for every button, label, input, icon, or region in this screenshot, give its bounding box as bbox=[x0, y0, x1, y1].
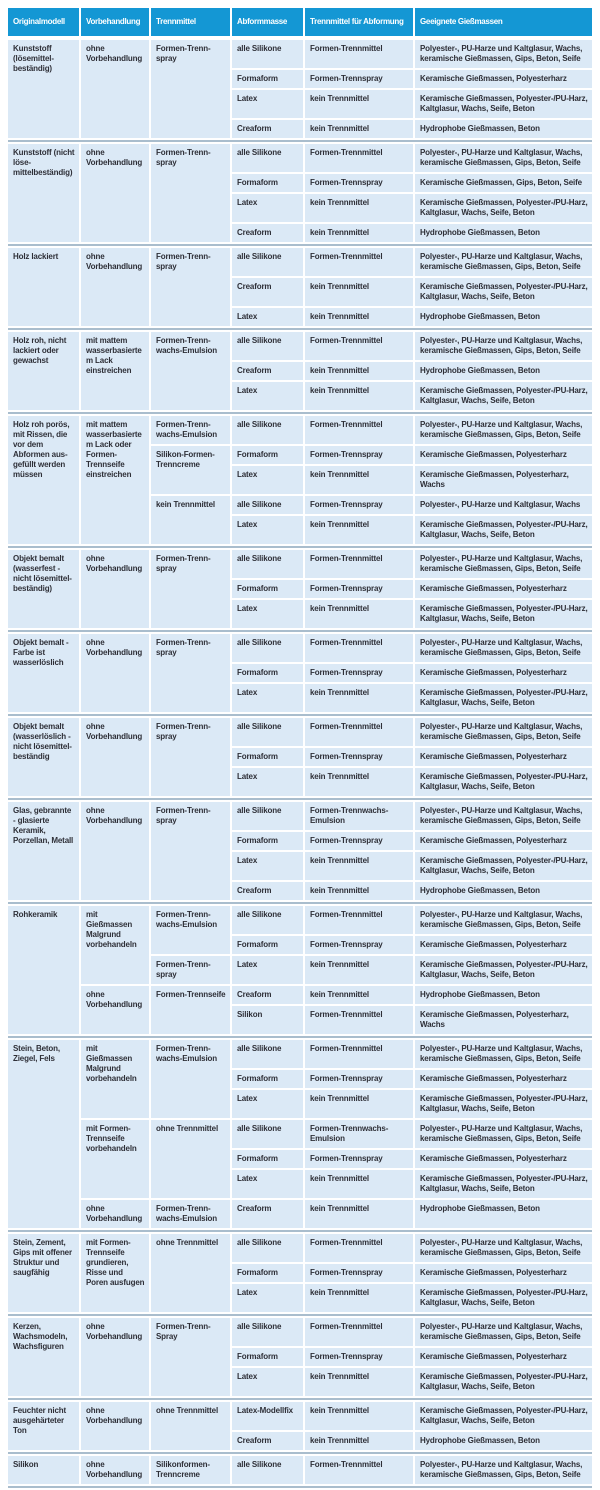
giessmassen-cell: Keramische Gießmassen, Polyesterharz bbox=[415, 580, 592, 598]
vorbehandlung-cell: ohne Vorbehandlung bbox=[81, 634, 149, 712]
vorbehandlung-cell: ohne Vorbehandlung bbox=[81, 1402, 149, 1450]
giessmassen-cell: Keramische Gießmassen, Polyester-/PU-Harz, Kaltglasur, Wachs, Seife, Beton bbox=[415, 1402, 592, 1430]
table-group-1 bbox=[8, 40, 592, 138]
giessmassen-cell: Keramische Gießmassen, Polyesterharz bbox=[415, 70, 592, 88]
abformmasse-cell: alle Silikone bbox=[232, 1234, 303, 1262]
table-group-11 bbox=[8, 1040, 592, 1228]
giessmassen-cell: Polyester-, PU-Harze und Kaltglasur, Wachs, keramische Gießmassen, Gips, Beton, Seife bbox=[415, 1120, 592, 1148]
originalmodell-cell: Holz roh porös, mit Rissen, die vor dem Abformen aus-gefüllt werden müssen bbox=[8, 416, 79, 544]
trennmittel-cell: Formen-Trenn-spray bbox=[151, 802, 230, 900]
trennmittel-abformung-cell: Formen-Trennspray bbox=[305, 748, 413, 766]
giessmassen-cell: Keramische Gießmassen, Polyester-/PU-Harz, Kaltglasur, Wachs, Seife, Beton bbox=[415, 768, 592, 796]
originalmodell-cell: Objekt bemalt - Farbe ist wasserlöslich bbox=[8, 634, 79, 712]
vorbehandlung-cell: mit Formen-Trennseife grundieren, Risse und Poren ausfugen bbox=[81, 1234, 149, 1312]
trennmittel-abformung-cell: Formen-Trennspray bbox=[305, 1150, 413, 1168]
trennmittel-abformung-cell: kein Trennmittel bbox=[305, 516, 413, 544]
trennmittel-abformung-cell: Formen-Trennmittel bbox=[305, 634, 413, 662]
trennmittel-abformung-cell: kein Trennmittel bbox=[305, 278, 413, 306]
abformmasse-cell: Creaform bbox=[232, 278, 303, 306]
trennmittel-abformung-cell: kein Trennmittel bbox=[305, 194, 413, 222]
table-group-9 bbox=[8, 802, 592, 900]
group-divider bbox=[8, 714, 592, 716]
trennmittel-abformung-cell: Formen-Trennspray bbox=[305, 580, 413, 598]
abformmasse-cell: alle Silikone bbox=[232, 144, 303, 172]
table-group-7 bbox=[8, 634, 592, 712]
group-divider bbox=[8, 1452, 592, 1454]
abformmasse-cell: alle Silikone bbox=[232, 496, 303, 514]
trennmittel-abformung-cell: Formen-Trennspray bbox=[305, 70, 413, 88]
abformmasse-cell: Creaform bbox=[232, 362, 303, 380]
originalmodell-cell: Holz lackiert bbox=[8, 248, 79, 326]
giessmassen-cell: Keramische Gießmassen, Polyesterharz bbox=[415, 1264, 592, 1282]
trennmittel-abformung-cell: Formen-Trennspray bbox=[305, 1348, 413, 1366]
vorbehandlung-cell: ohne Vorbehandlung bbox=[81, 40, 149, 138]
trennmittel-cell: Formen-Trenn-spray bbox=[151, 144, 230, 242]
originalmodell-cell: Objekt bemalt (wasserlöslich - nicht lösemittel-beständig bbox=[8, 718, 79, 796]
giessmassen-cell: Keramische Gießmassen, Polyesterharz bbox=[415, 446, 592, 464]
trennmittel-abformung-cell: Formen-Trennwachs-Emulsion bbox=[305, 1120, 413, 1148]
trennmittel-cell: ohne Trennmittel bbox=[151, 1234, 230, 1312]
table-header-row bbox=[8, 8, 592, 36]
abformmasse-cell: Latex-Modellfix bbox=[232, 1402, 303, 1430]
trennmittel-abformung-cell: kein Trennmittel bbox=[305, 1432, 413, 1450]
trennmittel-cell: Formen-Trenn-wachs-Emulsion bbox=[151, 1040, 230, 1118]
abformmasse-cell: Creaform bbox=[232, 1432, 303, 1450]
abformmasse-cell: alle Silikone bbox=[232, 332, 303, 360]
trennmittel-cell: Silikon-Formen-Trenncreme bbox=[151, 446, 230, 494]
table-group-15 bbox=[8, 1456, 592, 1484]
abformmasse-cell: Latex bbox=[232, 1368, 303, 1396]
abformmasse-cell: Formaform bbox=[232, 446, 303, 464]
vorbehandlung-cell: ohne Vorbehandlung bbox=[81, 1318, 149, 1396]
table-group-5 bbox=[8, 416, 592, 544]
giessmassen-cell: Polyester-, PU-Harze und Kaltglasur, Wachs, keramische Gießmassen, Gips, Beton, Seife bbox=[415, 1040, 592, 1068]
trennmittel-abformung-cell: kein Trennmittel bbox=[305, 986, 413, 1004]
trennmittel-abformung-cell: kein Trennmittel bbox=[305, 120, 413, 138]
abformmasse-cell: Latex bbox=[232, 768, 303, 796]
vorbehandlung-cell: ohne Vorbehandlung bbox=[81, 1200, 149, 1228]
abformmasse-cell: Creaform bbox=[232, 986, 303, 1004]
abformmasse-cell: alle Silikone bbox=[232, 1040, 303, 1068]
trennmittel-abformung-cell: Formen-Trennspray bbox=[305, 1070, 413, 1088]
giessmassen-cell: Keramische Gießmassen, Polyester-/PU-Harz, Kaltglasur, Wachs, Seife, Beton bbox=[415, 600, 592, 628]
abformmasse-cell: alle Silikone bbox=[232, 906, 303, 934]
trennmittel-abformung-cell: kein Trennmittel bbox=[305, 1284, 413, 1312]
group-divider bbox=[8, 412, 592, 414]
abformmasse-cell: Latex bbox=[232, 1090, 303, 1118]
trennmittel-abformung-cell: kein Trennmittel bbox=[305, 1170, 413, 1198]
trennmittel-cell: Formen-Trenn-wachs-Emulsion bbox=[151, 332, 230, 410]
abformmasse-cell: Formaform bbox=[232, 1264, 303, 1282]
originalmodell-cell: Stein, Zement, Gips mit offener Struktur und saugfähig bbox=[8, 1234, 79, 1312]
group-divider bbox=[8, 244, 592, 246]
giessmassen-cell: Keramische Gießmassen, Polyester-/PU-Harz, Kaltglasur, Wachs, Seife, Beton bbox=[415, 90, 592, 118]
trennmittel-abformung-cell: Formen-Trennspray bbox=[305, 496, 413, 514]
giessmassen-cell: Polyester-, PU-Harze und Kaltglasur, Wachs, keramische Gießmassen, Gips, Beton, Seife bbox=[415, 1456, 592, 1484]
giessmassen-cell: Keramische Gießmassen, Polyesterharz, Wachs bbox=[415, 1006, 592, 1034]
group-divider bbox=[8, 1486, 592, 1488]
vorbehandlung-cell: ohne Vorbehandlung bbox=[81, 550, 149, 628]
giessmassen-cell: Polyester-, PU-Harze und Kaltglasur, Wachs, keramische Gießmassen, Gips, Beton, Seife bbox=[415, 144, 592, 172]
column-header-6: Geeignete Gießmassen bbox=[415, 8, 592, 36]
abformmasse-cell: Latex bbox=[232, 194, 303, 222]
abformmasse-cell: Latex bbox=[232, 308, 303, 326]
abformmasse-cell: alle Silikone bbox=[232, 802, 303, 830]
originalmodell-cell: Objekt bemalt (wasserfest - nicht lösemittel-beständig) bbox=[8, 550, 79, 628]
giessmassen-cell: Keramische Gießmassen, Polyester-/PU-Harz, Kaltglasur, Wachs, Seife, Beton bbox=[415, 278, 592, 306]
originalmodell-cell: Kunststoff (nicht löse-mittelbeständig) bbox=[8, 144, 79, 242]
table-group-10 bbox=[8, 906, 592, 1034]
giessmassen-cell: Polyester-, PU-Harze und Kaltglasur, Wachs, keramische Gießmassen, Gips, Beton, Seife bbox=[415, 332, 592, 360]
column-header-2: Vorbehandlung bbox=[81, 8, 149, 36]
trennmittel-abformung-cell: Formen-Trennmittel bbox=[305, 40, 413, 68]
giessmassen-cell: Hydrophobe Gießmassen, Beton bbox=[415, 362, 592, 380]
trennmittel-cell: Formen-Trenn-spray bbox=[151, 718, 230, 796]
vorbehandlung-cell: ohne Vorbehandlung bbox=[81, 248, 149, 326]
originalmodell-cell: Kunststoff (lösemittel-beständig) bbox=[8, 40, 79, 138]
trennmittel-cell: ohne Trennmittel bbox=[151, 1402, 230, 1450]
vorbehandlung-cell: mit Gießmassen Malgrund vorbehandeln bbox=[81, 1040, 149, 1118]
giessmassen-cell: Keramische Gießmassen, Polyester-/PU-Harz, Kaltglasur, Wachs, Seife, Beton bbox=[415, 194, 592, 222]
abformmasse-cell: Creaform bbox=[232, 882, 303, 900]
giessmassen-cell: Hydrophobe Gießmassen, Beton bbox=[415, 986, 592, 1004]
group-divider bbox=[8, 1314, 592, 1316]
vorbehandlung-cell: ohne Vorbehandlung bbox=[81, 986, 149, 1034]
trennmittel-abformung-cell: kein Trennmittel bbox=[305, 362, 413, 380]
table-group-4 bbox=[8, 332, 592, 410]
trennmittel-abformung-cell: kein Trennmittel bbox=[305, 382, 413, 410]
trennmittel-abformung-cell: Formen-Trennwachs-Emulsion bbox=[305, 802, 413, 830]
table-group-12 bbox=[8, 1234, 592, 1312]
giessmassen-cell: Polyester-, PU-Harze und Kaltglasur, Wachs, keramische Gießmassen, Gips, Beton, Seife bbox=[415, 718, 592, 746]
giessmassen-cell: Polyester-, PU-Harze und Kaltglasur, Wachs, keramische Gießmassen, Gips, Beton, Seife bbox=[415, 634, 592, 662]
abformmasse-cell: Creaform bbox=[232, 1200, 303, 1228]
trennmittel-cell: Formen-Trenn-spray bbox=[151, 550, 230, 628]
abformmasse-cell: Latex bbox=[232, 1170, 303, 1198]
originalmodell-cell: Feuchter nicht ausgehärteter Ton bbox=[8, 1402, 79, 1450]
vorbehandlung-cell: mit Formen-Trennseife vorbehandeln bbox=[81, 1120, 149, 1198]
abformmasse-cell: Formaform bbox=[232, 936, 303, 954]
giessmassen-cell: Hydrophobe Gießmassen, Beton bbox=[415, 882, 592, 900]
abformmasse-cell: Latex bbox=[232, 90, 303, 118]
giessmassen-cell: Keramische Gießmassen, Polyester-/PU-Harz, Kaltglasur, Wachs, Seife, Beton bbox=[415, 956, 592, 984]
trennmittel-cell: Formen-Trenn-spray bbox=[151, 956, 230, 984]
giessmassen-cell: Polyester-, PU-Harze und Kaltglasur, Wachs, keramische Gießmassen, Gips, Beton, Seife bbox=[415, 802, 592, 830]
column-header-1: Originalmodell bbox=[8, 8, 79, 36]
vorbehandlung-cell: ohne Vorbehandlung bbox=[81, 718, 149, 796]
group-divider bbox=[8, 798, 592, 800]
group-divider bbox=[8, 1036, 592, 1038]
abformmasse-cell: alle Silikone bbox=[232, 1318, 303, 1346]
trennmittel-cell: Formen-Trenn-spray bbox=[151, 248, 230, 326]
table-group-14 bbox=[8, 1402, 592, 1450]
abformmasse-cell: alle Silikone bbox=[232, 1456, 303, 1484]
trennmittel-abformung-cell: kein Trennmittel bbox=[305, 600, 413, 628]
abformmasse-cell: Formaform bbox=[232, 1150, 303, 1168]
trennmittel-abformung-cell: Formen-Trennmittel bbox=[305, 1318, 413, 1346]
giessmassen-cell: Polyester-, PU-Harze und Kaltglasur, Wachs, keramische Gießmassen, Gips, Beton, Seife bbox=[415, 416, 592, 444]
trennmittel-abformung-cell: kein Trennmittel bbox=[305, 1402, 413, 1430]
abformmasse-cell: alle Silikone bbox=[232, 416, 303, 444]
abformmasse-cell: Formaform bbox=[232, 580, 303, 598]
column-header-3: Trennmittel bbox=[151, 8, 230, 36]
abformmasse-cell: Formaform bbox=[232, 174, 303, 192]
giessmassen-cell: Hydrophobe Gießmassen, Beton bbox=[415, 1200, 592, 1228]
trennmittel-cell: Formen-Trenn-Spray bbox=[151, 1318, 230, 1396]
table-group-2 bbox=[8, 144, 592, 242]
abformmasse-cell: Latex bbox=[232, 382, 303, 410]
group-divider bbox=[8, 546, 592, 548]
originalmodell-cell: Holz roh, nicht lackiert oder gewachst bbox=[8, 332, 79, 410]
abformmasse-cell: alle Silikone bbox=[232, 718, 303, 746]
table-group-6 bbox=[8, 550, 592, 628]
abformmasse-cell: Latex bbox=[232, 852, 303, 880]
abformmasse-cell: Latex bbox=[232, 684, 303, 712]
originalmodell-cell: Kerzen, Wachsmodeln, Wachsfiguren bbox=[8, 1318, 79, 1396]
originalmodell-cell: Glas, gebrannte - glasierte Keramik, Porzellan, Metall bbox=[8, 802, 79, 900]
giessmassen-cell: Keramische Gießmassen, Polyesterharz bbox=[415, 832, 592, 850]
abformmasse-cell: alle Silikone bbox=[232, 1120, 303, 1148]
trennmittel-abformung-cell: Formen-Trennspray bbox=[305, 174, 413, 192]
abformmasse-cell: Formaform bbox=[232, 70, 303, 88]
giessmassen-cell: Keramische Gießmassen, Polyester-/PU-Harz, Kaltglasur, Wachs, Seife, Beton bbox=[415, 852, 592, 880]
giessmassen-cell: Hydrophobe Gießmassen, Beton bbox=[415, 308, 592, 326]
trennmittel-abformung-cell: kein Trennmittel bbox=[305, 768, 413, 796]
trennmittel-abformung-cell: Formen-Trennspray bbox=[305, 664, 413, 682]
column-header-4: Abformmasse bbox=[232, 8, 303, 36]
giessmassen-cell: Hydrophobe Gießmassen, Beton bbox=[415, 224, 592, 242]
group-divider bbox=[8, 1230, 592, 1232]
giessmassen-cell: Keramische Gießmassen, Polyesterharz bbox=[415, 748, 592, 766]
abformmasse-cell: alle Silikone bbox=[232, 550, 303, 578]
vorbehandlung-cell: mit mattem wasserbasiertem Lack oder Formen-Trennseife einstreichen bbox=[81, 416, 149, 544]
trennmittel-abformung-cell: Formen-Trennmittel bbox=[305, 144, 413, 172]
trennmittel-cell: Formen-Trenn-spray bbox=[151, 40, 230, 138]
vorbehandlung-cell: ohne Vorbehandlung bbox=[81, 144, 149, 242]
trennmittel-cell: Silikonformen-Trenncreme bbox=[151, 1456, 230, 1484]
trennmittel-abformung-cell: kein Trennmittel bbox=[305, 882, 413, 900]
giessmassen-cell: Keramische Gießmassen, Polyester-/PU-Harz, Kaltglasur, Wachs, Seife, Beton bbox=[415, 516, 592, 544]
trennmittel-abformung-cell: Formen-Trennmittel bbox=[305, 1234, 413, 1262]
column-header-5: Trennmittel für Abformung bbox=[305, 8, 413, 36]
abformmasse-cell: Silikon bbox=[232, 1006, 303, 1034]
giessmassen-cell: Polyester-, PU-Harze und Kaltglasur, Wachs, keramische Gießmassen, Gips, Beton, Seife bbox=[415, 906, 592, 934]
trennmittel-abformung-cell: Formen-Trennmittel bbox=[305, 906, 413, 934]
giessmassen-cell: Keramische Gießmassen, Polyesterharz bbox=[415, 936, 592, 954]
trennmittel-abformung-cell: Formen-Trennmittel bbox=[305, 718, 413, 746]
trennmittel-abformung-cell: kein Trennmittel bbox=[305, 684, 413, 712]
giessmassen-cell: Hydrophobe Gießmassen, Beton bbox=[415, 120, 592, 138]
trennmittel-abformung-cell: Formen-Trennmittel bbox=[305, 1456, 413, 1484]
abformmasse-cell: Latex bbox=[232, 466, 303, 494]
trennmittel-cell: Formen-Trennseife bbox=[151, 986, 230, 1034]
abformmasse-cell: Formaform bbox=[232, 1070, 303, 1088]
group-divider bbox=[8, 902, 592, 904]
abformmasse-cell: Formaform bbox=[232, 1348, 303, 1366]
giessmassen-cell: Keramische Gießmassen, Polyesterharz, Wachs bbox=[415, 466, 592, 494]
trennmittel-abformung-cell: kein Trennmittel bbox=[305, 90, 413, 118]
trennmittel-abformung-cell: Formen-Trennmittel bbox=[305, 248, 413, 276]
vorbehandlung-cell: ohne Vorbehandlung bbox=[81, 802, 149, 900]
trennmittel-cell: kein Trennmittel bbox=[151, 496, 230, 544]
trennmittel-abformung-cell: kein Trennmittel bbox=[305, 1200, 413, 1228]
abformmasse-cell: Latex bbox=[232, 956, 303, 984]
trennmittel-abformung-cell: Formen-Trennmittel bbox=[305, 1006, 413, 1034]
giessmassen-cell: Keramische Gießmassen, Polyesterharz bbox=[415, 1150, 592, 1168]
giessmassen-cell: Keramische Gießmassen, Polyester-/PU-Harz, Kaltglasur, Wachs, Seife, Beton bbox=[415, 1368, 592, 1396]
trennmittel-abformung-cell: kein Trennmittel bbox=[305, 224, 413, 242]
abformmasse-cell: Latex bbox=[232, 600, 303, 628]
abformmasse-cell: Latex bbox=[232, 516, 303, 544]
trennmittel-abformung-cell: Formen-Trennspray bbox=[305, 936, 413, 954]
trennmittel-abformung-cell: kein Trennmittel bbox=[305, 466, 413, 494]
trennmittel-abformung-cell: kein Trennmittel bbox=[305, 1090, 413, 1118]
table-group-8 bbox=[8, 718, 592, 796]
trennmittel-abformung-cell: Formen-Trennspray bbox=[305, 832, 413, 850]
giessmassen-cell: Keramische Gießmassen, Polyesterharz bbox=[415, 664, 592, 682]
molding-compatibility-table bbox=[8, 8, 592, 1488]
giessmassen-cell: Polyester-, PU-Harze und Kaltglasur, Wachs, keramische Gießmassen, Gips, Beton, Seife bbox=[415, 550, 592, 578]
trennmittel-cell: Formen-Trenn-wachs-Emulsion bbox=[151, 1200, 230, 1228]
group-divider bbox=[8, 1398, 592, 1400]
group-divider bbox=[8, 630, 592, 632]
giessmassen-cell: Keramische Gießmassen, Polyester-/PU-Harz, Kaltglasur, Wachs, Seife, Beton bbox=[415, 684, 592, 712]
giessmassen-cell: Polyester-, PU-Harze und Kaltglasur, Wachs, keramische Gießmassen, Gips, Beton, Seife bbox=[415, 248, 592, 276]
abformmasse-cell: Formaform bbox=[232, 832, 303, 850]
table-body bbox=[8, 40, 592, 1488]
giessmassen-cell: Keramische Gießmassen, Polyesterharz bbox=[415, 1070, 592, 1088]
trennmittel-abformung-cell: kein Trennmittel bbox=[305, 308, 413, 326]
vorbehandlung-cell: mit mattem wasserbasiertem Lack einstreichen bbox=[81, 332, 149, 410]
group-divider bbox=[8, 328, 592, 330]
trennmittel-abformung-cell: Formen-Trennmittel bbox=[305, 332, 413, 360]
abformmasse-cell: Creaform bbox=[232, 224, 303, 242]
giessmassen-cell: Keramische Gießmassen, Polyester-/PU-Harz, Kaltglasur, Wachs, Seife, Beton bbox=[415, 1170, 592, 1198]
giessmassen-cell: Polyester-, PU-Harze und Kaltglasur, Wachs, keramische Gießmassen, Gips, Beton, Seife bbox=[415, 40, 592, 68]
giessmassen-cell: Polyester-, PU-Harze und Kaltglasur, Wachs bbox=[415, 496, 592, 514]
abformmasse-cell: Latex bbox=[232, 1284, 303, 1312]
giessmassen-cell: Keramische Gießmassen, Polyester-/PU-Harz, Kaltglasur, Wachs, Seife, Beton bbox=[415, 1284, 592, 1312]
abformmasse-cell: Creaform bbox=[232, 120, 303, 138]
trennmittel-cell: Formen-Trenn-wachs-Emulsion bbox=[151, 906, 230, 954]
trennmittel-abformung-cell: kein Trennmittel bbox=[305, 852, 413, 880]
trennmittel-abformung-cell: kein Trennmittel bbox=[305, 1368, 413, 1396]
giessmassen-cell: Keramische Gießmassen, Polyester-/PU-Harz, Kaltglasur, Wachs, Seife, Beton bbox=[415, 1090, 592, 1118]
vorbehandlung-cell: ohne Vorbehandlung bbox=[81, 1456, 149, 1484]
trennmittel-abformung-cell: kein Trennmittel bbox=[305, 956, 413, 984]
giessmassen-cell: Hydrophobe Gießmassen, Beton bbox=[415, 1432, 592, 1450]
giessmassen-cell: Polyester-, PU-Harze und Kaltglasur, Wachs, keramische Gießmassen, Gips, Beton, Seife bbox=[415, 1318, 592, 1346]
table-group-3 bbox=[8, 248, 592, 326]
trennmittel-abformung-cell: Formen-Trennspray bbox=[305, 1264, 413, 1282]
trennmittel-abformung-cell: Formen-Trennmittel bbox=[305, 550, 413, 578]
giessmassen-cell: Polyester-, PU-Harze und Kaltglasur, Wachs, keramische Gießmassen, Gips, Beton, Seife bbox=[415, 1234, 592, 1262]
originalmodell-cell: Stein, Beton, Ziegel, Fels bbox=[8, 1040, 79, 1228]
vorbehandlung-cell: mit Gießmassen Malgrund vorbehandeln bbox=[81, 906, 149, 984]
table-group-13 bbox=[8, 1318, 592, 1396]
trennmittel-cell: Formen-Trenn-spray bbox=[151, 634, 230, 712]
abformmasse-cell: alle Silikone bbox=[232, 40, 303, 68]
trennmittel-abformung-cell: Formen-Trennspray bbox=[305, 446, 413, 464]
giessmassen-cell: Keramische Gießmassen, Polyesterharz bbox=[415, 1348, 592, 1366]
originalmodell-cell: Silikon bbox=[8, 1456, 79, 1484]
abformmasse-cell: Formaform bbox=[232, 664, 303, 682]
giessmassen-cell: Keramische Gießmassen, Polyester-/PU-Harz, Kaltglasur, Wachs, Seife, Beton bbox=[415, 382, 592, 410]
trennmittel-cell: ohne Trennmittel bbox=[151, 1120, 230, 1198]
group-divider bbox=[8, 140, 592, 142]
abformmasse-cell: alle Silikone bbox=[232, 634, 303, 662]
trennmittel-abformung-cell: Formen-Trennmittel bbox=[305, 1040, 413, 1068]
abformmasse-cell: alle Silikone bbox=[232, 248, 303, 276]
giessmassen-cell: Keramische Gießmassen, Gips, Beton, Seife bbox=[415, 174, 592, 192]
originalmodell-cell: Rohkeramik bbox=[8, 906, 79, 1034]
trennmittel-cell: Formen-Trenn-wachs-Emulsion bbox=[151, 416, 230, 444]
trennmittel-abformung-cell: Formen-Trennmittel bbox=[305, 416, 413, 444]
abformmasse-cell: Formaform bbox=[232, 748, 303, 766]
